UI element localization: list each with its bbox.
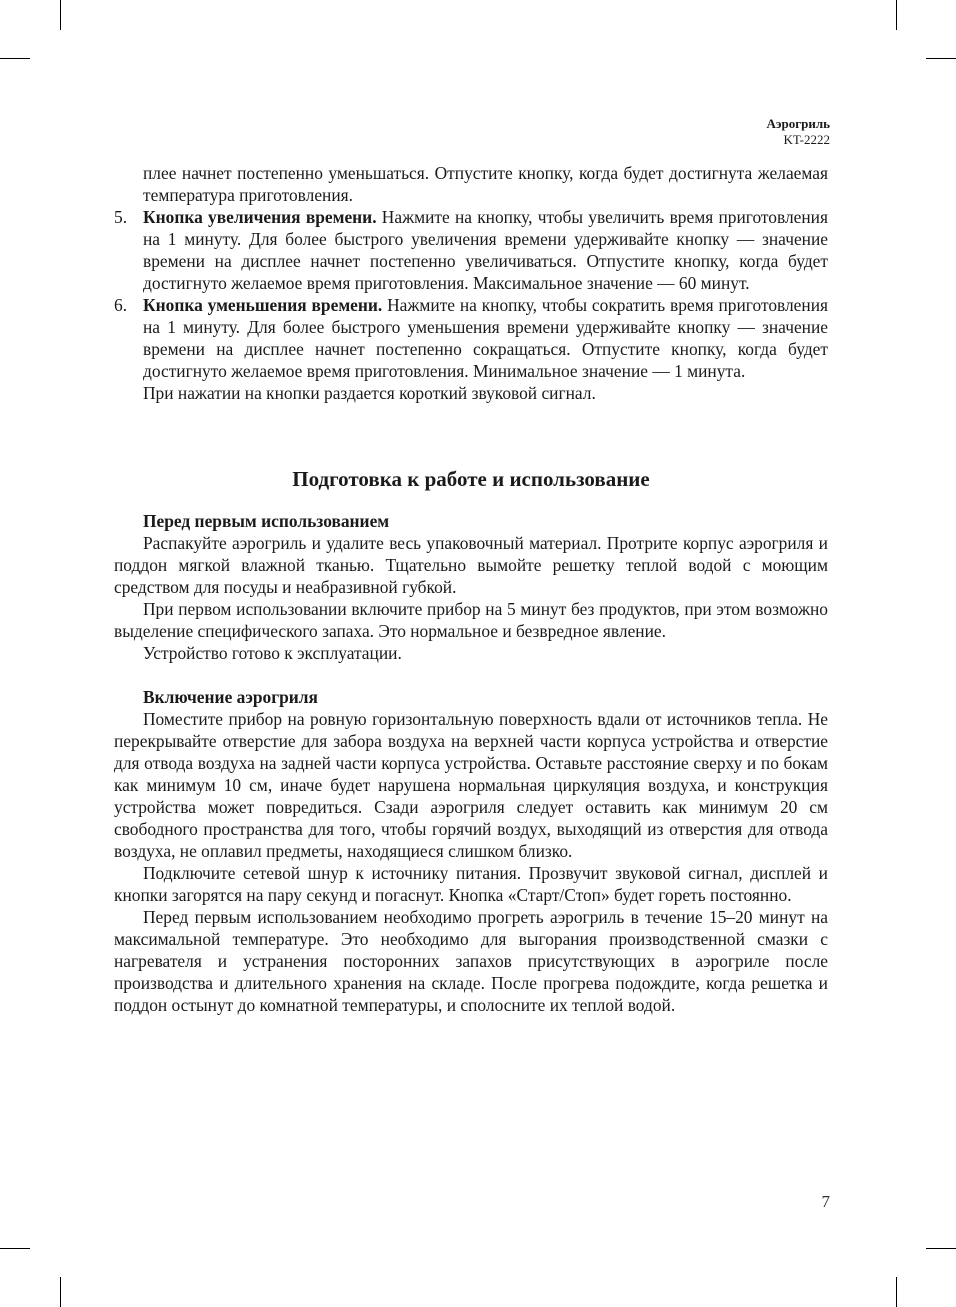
header-brand: Аэрогриль [766,116,830,131]
crop-mark-bottom-right-vertical [896,1277,897,1307]
power-on-section [114,686,828,1016]
list-item-text: Нажмите на кнопку, чтобы сократить время приготовления на 1 минуту. Для более быстрого уменьшения времени удерживайте кнопку — значение времени на дисплее начнет постепенно сокращаться. Отпустите кнопку, когда будет достигнуто желаемое время приготовления. Минимальное значение — 1 минута. [143,295,829,381]
list-item-title: Кнопка уменьшения времени. [143,295,383,315]
crop-mark-bottom-right-horizontal [926,1248,956,1249]
list-item [114,294,828,382]
subsection-heading: Перед первым использованием [143,511,390,531]
list-item-number: 6. [114,295,128,315]
crop-mark-top-left-horizontal [0,58,30,59]
section-title: Подготовка к работе и использование [292,467,650,491]
crop-mark-top-right-horizontal [926,58,956,59]
spacer [114,664,828,686]
crop-mark-bottom-left-horizontal [0,1248,30,1249]
running-header [766,116,830,148]
paragraph: Поместите прибор на ровную горизонтальную поверхность вдали от источников тепла. Не перекрывайте отверстие для забора воздуха на верхней части корпуса устройства и отверстие для отвода воздуха на задней части корпуса устройства. Оставьте расстояние сверху и по бокам как минимум 10 см, иначе будет нарушена нормальная циркуляция воздуха, и конструкция устройства может повредиться. Сзади аэрогриля следует оставить как минимум 20 см свободного пространства для того, чтобы горячий воздух, выходящий из отверстия для отвода воздуха, не оплавил предметы, находящиеся слишком близко. [114,709,828,861]
first-use-section [114,510,828,664]
paragraph: Перед первым использованием необходимо прогреть аэрогриль в течение 15–20 минут на максимальной температуре. Это необходимо для выгорания производственной смазки с нагревателя и устранения посторонних запахов присутствующих в аэрогриле после производства и длительного хранения на складе. После прогрева подождите, когда решетка и поддон остынут до комнатной температуры, и сполосните их теплой водой. [114,907,828,1015]
list-item [114,206,828,294]
page-content [114,162,828,1016]
intro-paragraph: плее начнет постепенно уменьшаться. Отпустите кнопку, когда будет достигнута желаемая температура приготовления. [143,163,828,205]
crop-mark-bottom-left-vertical [60,1277,61,1307]
crop-mark-top-left-vertical [60,0,61,30]
crop-mark-top-right-vertical [896,0,897,30]
paragraph: При первом использовании включите прибор на 5 минут без продуктов, при этом возможно выделение специфического запаха. Это нормальное и безвредное явление. [114,599,828,641]
header-model: KT-2222 [783,132,830,147]
paragraph: Устройство готово к эксплуатации. [143,643,402,663]
subsection-heading: Включение аэрогриля [143,687,318,707]
signal-note: При нажатии на кнопки раздается короткий звуковой сигнал. [143,383,596,403]
list-item-title: Кнопка увеличения времени. [143,207,377,227]
list-item-text: Нажмите на кнопку, чтобы увеличить время приготовления на 1 минуту. Для более быстрого увеличения времени удерживайте кнопку — значение времени на дисплее начнет постепенно увеличиваться. Отпустите кнопку, когда будет достигнуто желаемое время приготовления. Максимальное значение — 60 минут. [143,207,828,293]
paragraph: Подключите сетевой шнур к источнику питания. Прозвучит звуковой сигнал, дисплей и кнопки загорятся на пару секунд и погаснут. Кнопка «Старт/Стоп» будет гореть постоянно. [114,863,828,905]
page-number: 7 [821,1192,830,1211]
paragraph: Распакуйте аэрогриль и удалите весь упаковочный материал. Протрите корпус аэрогриля и поддон мягкой влажной тканью. Тщательно вымойте решетку теплой водой с моющим средством для посуды и неабразивной губкой. [114,533,828,597]
list-item-number: 5. [114,207,128,227]
